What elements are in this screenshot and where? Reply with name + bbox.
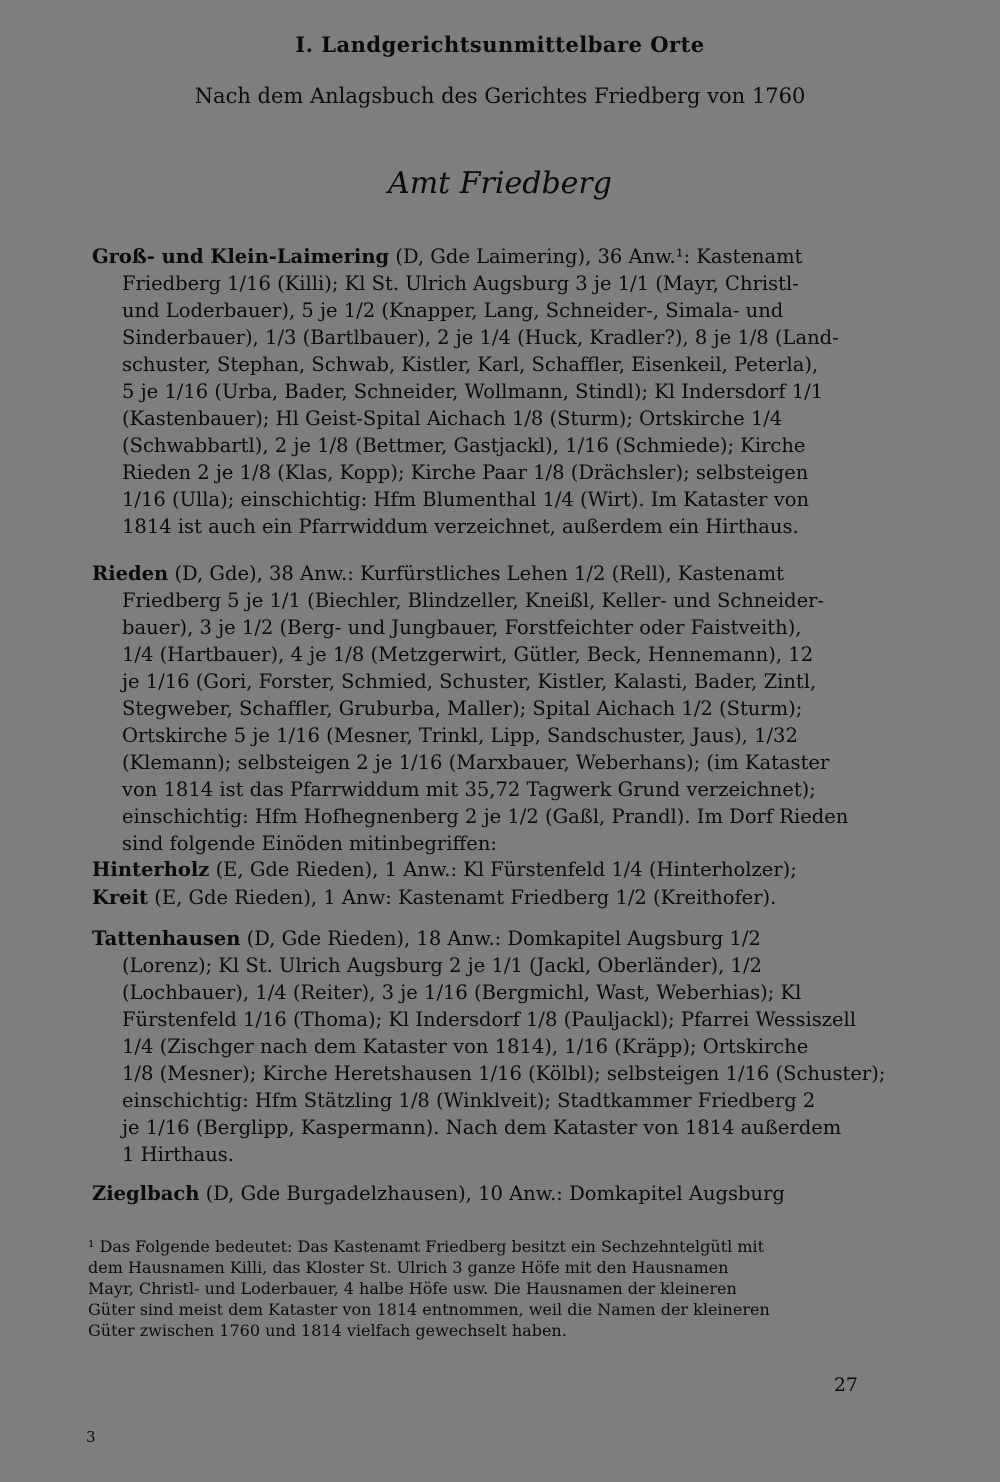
entry-line: je 1/16 (Gori, Forster, Schmied, Schuster, Kistler, Kalasti, Bader, Zintl, — [122, 670, 817, 693]
entry-line: je 1/16 (Berglipp, Kaspermann). Nach dem Kataster von 1814 außerdem — [122, 1116, 842, 1139]
entry-line: Sinderbauer), 1/3 (Bartlbauer), 2 je 1/4 (Huck, Kradler?), 8 je 1/8 (Land- — [122, 326, 839, 349]
place-entry — [92, 856, 876, 883]
entry-line: Kreit (E, Gde Rieden), 1 Anw: Kastenamt Friedberg 1/2 (Kreithofer). — [92, 886, 777, 909]
footnote-line: Güter sind meist dem Kataster von 1814 entnommen, weil die Namen der kleineren — [88, 1300, 770, 1319]
entry-line: (Lorenz); Kl St. Ulrich Augsburg 2 je 1/1 (Jackl, Oberländer), 1/2 — [122, 954, 762, 977]
signature-mark: 3 — [86, 1428, 96, 1446]
footnote-line: Güter zwischen 1760 und 1814 vielfach gewechselt haben. — [88, 1321, 567, 1340]
entry-line: Rieden 2 je 1/8 (Klas, Kopp); Kirche Paar 1/8 (Drächsler); selbsteigen — [122, 461, 809, 484]
entry-line: Friedberg 1/16 (Killi); Kl St. Ulrich Augsburg 3 je 1/1 (Mayr, Christl- — [122, 272, 799, 295]
entry-line: Rieden (D, Gde), 38 Anw.: Kurfürstliches Lehen 1/2 (Rell), Kastenamt — [92, 562, 784, 585]
entry-line: Groß- und Klein-Laimering (D, Gde Laimering), 36 Anw.¹: Kastenamt — [92, 245, 803, 268]
entry-line: 1/8 (Mesner); Kirche Heretshausen 1/16 (Kölbl); selbsteigen 1/16 (Schuster); — [122, 1062, 886, 1085]
entry-line: 1/16 (Ulla); einschichtig: Hfm Blumenthal 1/4 (Wirt). Im Kataster von — [122, 488, 810, 511]
entry-line: (Lochbauer), 1/4 (Reiter), 3 je 1/16 (Bergmichl, Wast, Weberhias); Kl — [122, 981, 802, 1004]
place-entry — [92, 243, 876, 540]
entry-line: Fürstenfeld 1/16 (Thoma); Kl Indersdorf 1/8 (Pauljackl); Pfarrei Wessiszell — [122, 1008, 856, 1031]
entry-line: 5 je 1/16 (Urba, Bader, Schneider, Wollmann, Stindl); Kl Indersdorf 1/1 — [122, 380, 824, 403]
entry-line: (Schwabbartl), 2 je 1/8 (Bettmer, Gastjackl), 1/16 (Schmiede); Kirche — [122, 434, 806, 457]
entry-line: einschichtig: Hfm Hofhegnenberg 2 je 1/2 (Gaßl, Prandl). Im Dorf Rieden — [122, 805, 849, 828]
entry-line: und Loderbauer), 5 je 1/2 (Knapper, Lang, Schneider-, Simala- und — [122, 299, 784, 322]
entry-line: Hinterholz (E, Gde Rieden), 1 Anw.: Kl Fürstenfeld 1/4 (Hinterholzer); — [92, 858, 797, 881]
footnote-line: ¹ Das Folgende bedeutet: Das Kastenamt Friedberg besitzt ein Sechzehntelgütl mit — [88, 1237, 765, 1256]
place-entry — [92, 925, 886, 1168]
entry-line: (Kastenbauer); Hl Geist-Spital Aichach 1/8 (Sturm); Ortskirche 1/4 — [122, 407, 783, 430]
place-entry — [92, 884, 876, 911]
entry-line: von 1814 ist das Pfarrwiddum mit 35,72 Tagwerk Grund verzeichnet); — [122, 778, 816, 801]
entry-line: Friedberg 5 je 1/1 (Biechler, Blindzeller, Kneißl, Keller- und Schneider- — [122, 589, 825, 612]
entry-line: (Klemann); selbsteigen 2 je 1/16 (Marxbauer, Weberhans); (im Kataster — [122, 751, 830, 774]
entry-line: schuster, Stephan, Schwab, Kistler, Karl, Schaffler, Eisenkeil, Peterla), — [122, 353, 819, 376]
entry-line: Stegweber, Schaffler, Gruburba, Maller); Spital Aichach 1/2 (Sturm); — [122, 697, 803, 720]
place-entry — [92, 560, 876, 857]
entry-line: Zieglbach (D, Gde Burgadelzhausen), 10 Anw.: Domkapitel Augsburg — [92, 1182, 785, 1205]
entry-line: 1 Hirthaus. — [122, 1143, 234, 1166]
page-number: 27 — [833, 1374, 858, 1396]
entry-line: 1/4 (Hartbauer), 4 je 1/8 (Metzgerwirt, Gütler, Beck, Hennemann), 12 — [122, 643, 814, 666]
section-subheading: Nach dem Anlagsbuch des Gerichtes Friedberg von 1760 — [194, 84, 806, 108]
footnote — [88, 1236, 878, 1341]
amt-title: Amt Friedberg — [388, 166, 612, 201]
footnote-line: dem Hausnamen Killi, das Kloster St. Ulrich 3 ganze Höfe mit den Hausnamen — [88, 1258, 729, 1277]
entry-line: Tattenhausen (D, Gde Rieden), 18 Anw.: Domkapitel Augsburg 1/2 — [92, 927, 761, 950]
section-heading: I. Landgerichtsunmittelbare Orte — [295, 32, 705, 57]
entry-line: einschichtig: Hfm Stätzling 1/8 (Winklveit); Stadtkammer Friedberg 2 — [122, 1089, 816, 1112]
entry-line: 1/4 (Zischger nach dem Kataster von 1814), 1/16 (Kräpp); Ortskirche — [122, 1035, 809, 1058]
entry-line: 1814 ist auch ein Pfarrwiddum verzeichnet, außerdem ein Hirthaus. — [122, 515, 799, 538]
entry-line: sind folgende Einöden mitinbegriffen: — [122, 832, 497, 855]
footnote-line: Mayr, Christl- und Loderbauer, 4 halbe Höfe usw. Die Hausnamen der kleineren — [88, 1279, 737, 1298]
entry-line: bauer), 3 je 1/2 (Berg- und Jungbauer, Forstfeichter oder Faistveith), — [122, 616, 802, 639]
place-entry — [92, 1180, 876, 1207]
entry-line: Ortskirche 5 je 1/16 (Mesner, Trinkl, Lipp, Sandschuster, Jaus), 1/32 — [122, 724, 798, 747]
